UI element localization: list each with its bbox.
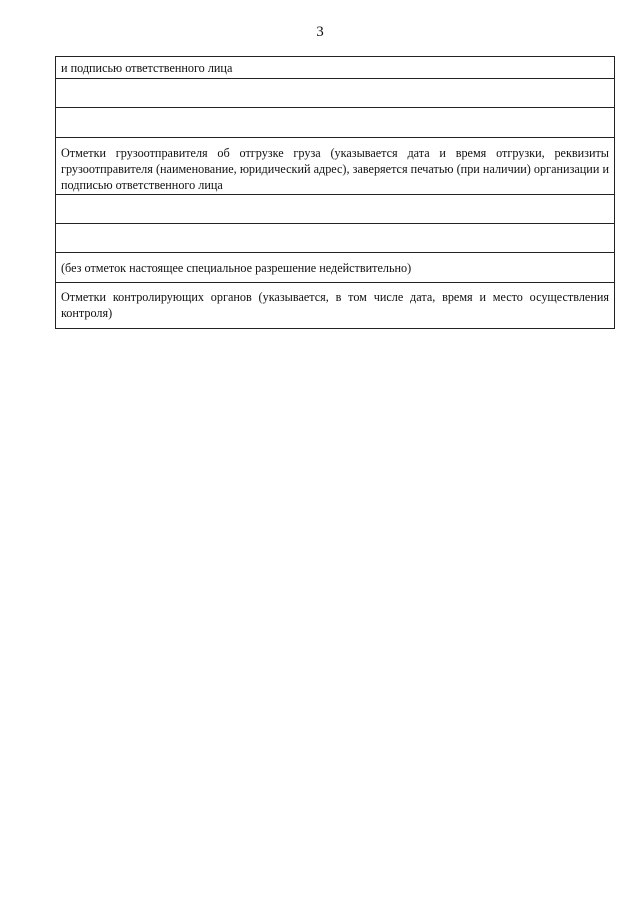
page-number: 3 (316, 24, 324, 40)
blank-entry-field (56, 224, 614, 230)
row-text-control-marks: Отметки контролирующих органов (указывается, в том числе дата, время и место осуществления контроля) (61, 290, 609, 320)
row-text-responsible-signature: и подписью ответственного лица (61, 61, 233, 75)
blank-entry-field (56, 195, 614, 201)
table-row (56, 138, 614, 195)
table-row (56, 253, 614, 283)
table-row-blank (56, 224, 614, 253)
row-text-shipper-marks: Отметки грузоотправителя об отгрузке груза (указывается дата и время отгрузки, реквизиты грузоотправителя (наименование, юридический адрес), заверяется печатью (при наличии) организации и подписью ответственного лица (61, 146, 609, 192)
row-text-validity-note: (без отметок настоящее специальное разрешение недействительно) (61, 261, 412, 275)
table-row (56, 283, 614, 328)
table-row-blank (56, 79, 614, 108)
table-row-blank (56, 195, 614, 224)
table-row-blank (56, 108, 614, 138)
table-row (56, 57, 614, 79)
blank-entry-field (56, 108, 614, 114)
blank-entry-field (56, 79, 614, 85)
permit-marks-table (55, 56, 615, 329)
